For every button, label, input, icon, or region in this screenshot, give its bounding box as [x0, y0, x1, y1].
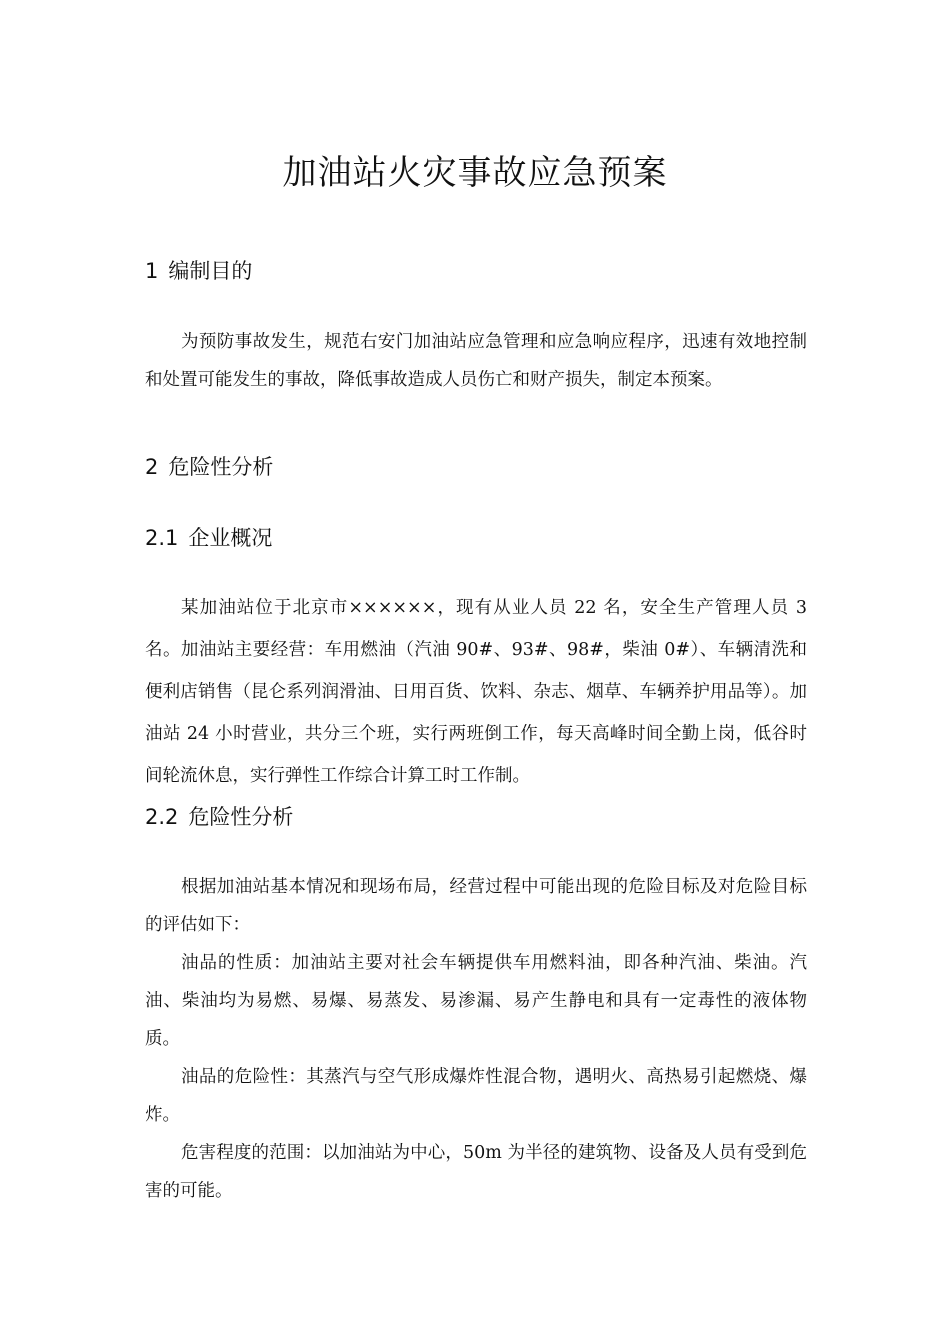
- section-heading-2: [145, 452, 273, 482]
- paragraph: 根据加油站基本情况和现场布局，经营过程中可能出现的危险目标及对危险目标的评估如下：: [145, 877, 807, 935]
- section-number: 2.2: [145, 805, 179, 829]
- section-title: 企业概况: [188, 526, 273, 550]
- section-title: 编制目的: [168, 259, 253, 283]
- section-number: 2: [145, 455, 159, 479]
- paragraph: 危害程度的范围：以加油站为中心，50m 为半径的建筑物、设备及人员有受到危害的可能。: [145, 1143, 807, 1201]
- paragraph: 某加油站位于北京市××××××，现有从业人员 22 名，安全生产管理人员 3 名。加油站主要经营：车用燃油（汽油 90#、93#、98#，柴油 0#）、车辆清洗和便利店销售（昆仑系列润滑油、日用百货、饮料、杂志、烟草、车辆养护用品等）。加油站 24 小时营业，共分三个班，实行两班倒工作，每天高峰时间全勤上岗，低谷时间轮流休息，实行弹性工作综合计算工时工作制。: [145, 598, 807, 786]
- paragraph: 油品的危险性：其蒸汽与空气形成爆炸性混合物，遇明火、高热易引起燃烧、爆炸。: [145, 1067, 807, 1125]
- document-title: 加油站火灾事故应急预案: [282, 153, 668, 193]
- section-heading-2-1: [145, 523, 272, 553]
- paragraph: 为预防事故发生，规范右安门加油站应急管理和应急响应程序，迅速有效地控制和处置可能发生的事故，降低事故造成人员伤亡和财产损失，制定本预案。: [145, 332, 807, 390]
- section-number: 2.1: [145, 526, 179, 550]
- section-heading-1: [145, 256, 252, 286]
- section-title: 危险性分析: [168, 455, 274, 479]
- section-title: 危险性分析: [188, 805, 294, 829]
- section-heading-2-2: [145, 802, 293, 832]
- section-number: 1: [145, 259, 159, 283]
- paragraph: 油品的性质：加油站主要对社会车辆提供车用燃料油，即各种汽油、柴油。汽油、柴油均为易燃、易爆、易蒸发、易渗漏、易产生静电和具有一定毒性的液体物质。: [145, 953, 807, 1049]
